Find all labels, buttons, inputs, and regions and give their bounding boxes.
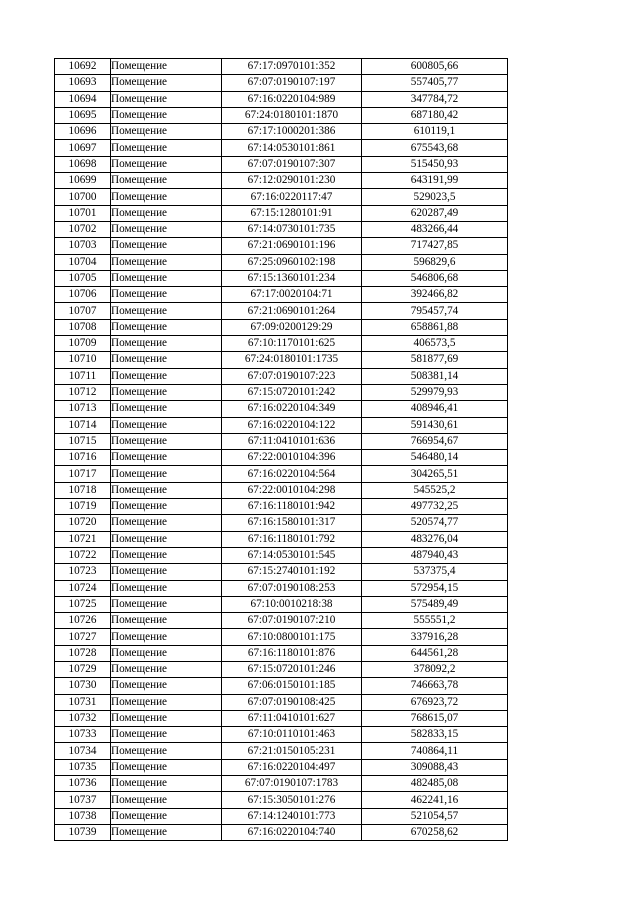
- cadastral-number-cell: 67:07:0190107:223: [222, 368, 362, 384]
- cadastral-value-cell: 497732,25: [362, 499, 508, 515]
- object-type-cell: Помещение: [111, 808, 222, 824]
- cadastral-value-cell: 591430,61: [362, 417, 508, 433]
- table-row: [55, 368, 508, 384]
- table-row: [55, 613, 508, 629]
- object-type-cell: Помещение: [111, 694, 222, 710]
- row-number-cell: 10717: [55, 466, 111, 482]
- row-number-cell: 10716: [55, 450, 111, 466]
- table-row: [55, 75, 508, 91]
- object-type-cell: Помещение: [111, 417, 222, 433]
- object-type-cell: Помещение: [111, 564, 222, 580]
- row-number-cell: 10707: [55, 303, 111, 319]
- table-row: [55, 384, 508, 400]
- cadastral-number-cell: 67:16:0220104:122: [222, 417, 362, 433]
- cadastral-value-cell: 483276,04: [362, 531, 508, 547]
- cadastral-value-cell: 600805,66: [362, 59, 508, 75]
- cadastral-value-cell: 515450,93: [362, 156, 508, 172]
- table-row: [55, 482, 508, 498]
- table-row: [55, 808, 508, 824]
- cadastral-number-cell: 67:16:1180101:792: [222, 531, 362, 547]
- table-row: [55, 596, 508, 612]
- row-number-cell: 10718: [55, 482, 111, 498]
- cadastral-number-cell: 67:10:1170101:625: [222, 336, 362, 352]
- cadastral-number-cell: 67:11:0410101:627: [222, 710, 362, 726]
- table-row: [55, 710, 508, 726]
- table-row: [55, 433, 508, 449]
- cadastral-number-cell: 67:17:1000201:386: [222, 124, 362, 140]
- row-number-cell: 10729: [55, 661, 111, 677]
- object-type-cell: Помещение: [111, 727, 222, 743]
- row-number-cell: 10727: [55, 629, 111, 645]
- row-number-cell: 10730: [55, 678, 111, 694]
- cadastral-number-cell: 67:22:0010104:298: [222, 482, 362, 498]
- cadastral-number-cell: 67:15:0720101:246: [222, 661, 362, 677]
- cadastral-number-cell: 67:09:0200129:29: [222, 319, 362, 335]
- table-row: [55, 140, 508, 156]
- table-row: [55, 564, 508, 580]
- cadastral-value-cell: 304265,51: [362, 466, 508, 482]
- object-type-cell: Помещение: [111, 596, 222, 612]
- row-number-cell: 10721: [55, 531, 111, 547]
- table-row: [55, 336, 508, 352]
- object-type-cell: Помещение: [111, 270, 222, 286]
- object-type-cell: Помещение: [111, 91, 222, 107]
- object-type-cell: Помещение: [111, 368, 222, 384]
- row-number-cell: 10738: [55, 808, 111, 824]
- object-type-cell: Помещение: [111, 661, 222, 677]
- cadastral-value-cell: 740864,11: [362, 743, 508, 759]
- object-type-cell: Помещение: [111, 759, 222, 775]
- cadastral-number-cell: 67:17:0970101:352: [222, 59, 362, 75]
- row-number-cell: 10695: [55, 107, 111, 123]
- object-type-cell: Помещение: [111, 75, 222, 91]
- row-number-cell: 10701: [55, 205, 111, 221]
- cadastral-value-cell: 545525,2: [362, 482, 508, 498]
- cadastral-value-cell: 483266,44: [362, 221, 508, 237]
- cadastral-value-cell: 529023,5: [362, 189, 508, 205]
- cadastral-value-cell: 482485,08: [362, 776, 508, 792]
- object-type-cell: Помещение: [111, 352, 222, 368]
- cadastral-number-cell: 67:21:0690101:264: [222, 303, 362, 319]
- table-row: [55, 319, 508, 335]
- object-type-cell: Помещение: [111, 776, 222, 792]
- row-number-cell: 10723: [55, 564, 111, 580]
- cadastral-value-cell: 529979,93: [362, 384, 508, 400]
- row-number-cell: 10736: [55, 776, 111, 792]
- cadastral-value-cell: 309088,43: [362, 759, 508, 775]
- cadastral-value-cell: 406573,5: [362, 336, 508, 352]
- cadastral-number-cell: 67:16:0220104:349: [222, 401, 362, 417]
- cadastral-value-cell: 676923,72: [362, 694, 508, 710]
- cadastral-value-cell: 746663,78: [362, 678, 508, 694]
- object-type-cell: Помещение: [111, 156, 222, 172]
- cadastral-number-cell: 67:15:0720101:242: [222, 384, 362, 400]
- cadastral-number-cell: 67:14:0530101:861: [222, 140, 362, 156]
- object-type-cell: Помещение: [111, 303, 222, 319]
- table-row: [55, 661, 508, 677]
- cadastral-value-cell: 347784,72: [362, 91, 508, 107]
- row-number-cell: 10702: [55, 221, 111, 237]
- cadastral-value-cell: 521054,57: [362, 808, 508, 824]
- cadastral-number-cell: 67:24:0180101:1870: [222, 107, 362, 123]
- cadastral-number-cell: 67:07:0190107:210: [222, 613, 362, 629]
- row-number-cell: 10722: [55, 547, 111, 563]
- row-number-cell: 10726: [55, 613, 111, 629]
- object-type-cell: Помещение: [111, 336, 222, 352]
- table-row: [55, 450, 508, 466]
- object-type-cell: Помещение: [111, 580, 222, 596]
- cadastral-value-cell: 620287,49: [362, 205, 508, 221]
- table-row: [55, 205, 508, 221]
- object-type-cell: Помещение: [111, 107, 222, 123]
- object-type-cell: Помещение: [111, 319, 222, 335]
- cadastral-value-cell: 766954,67: [362, 433, 508, 449]
- cadastral-number-cell: 67:15:2740101:192: [222, 564, 362, 580]
- table-row: [55, 107, 508, 123]
- table-row: [55, 466, 508, 482]
- cadastral-value-cell: 596829,6: [362, 254, 508, 270]
- table-row: [55, 629, 508, 645]
- cadastral-number-cell: 67:07:0190107:197: [222, 75, 362, 91]
- object-type-cell: Помещение: [111, 140, 222, 156]
- object-type-cell: Помещение: [111, 238, 222, 254]
- cadastral-number-cell: 67:12:0290101:230: [222, 173, 362, 189]
- cadastral-value-cell: 768615,07: [362, 710, 508, 726]
- object-type-cell: Помещение: [111, 254, 222, 270]
- row-number-cell: 10739: [55, 824, 111, 840]
- cadastral-number-cell: 67:14:0730101:735: [222, 221, 362, 237]
- object-type-cell: Помещение: [111, 450, 222, 466]
- cadastral-number-cell: 67:07:0190107:307: [222, 156, 362, 172]
- cadastral-value-cell: 537375,4: [362, 564, 508, 580]
- object-type-cell: Помещение: [111, 59, 222, 75]
- cadastral-number-cell: 67:16:1580101:317: [222, 515, 362, 531]
- object-type-cell: Помещение: [111, 221, 222, 237]
- row-number-cell: 10720: [55, 515, 111, 531]
- cadastral-value-cell: 582833,15: [362, 727, 508, 743]
- cadastral-number-cell: 67:25:0960102:198: [222, 254, 362, 270]
- cadastral-value-cell: 557405,77: [362, 75, 508, 91]
- row-number-cell: 10725: [55, 596, 111, 612]
- object-type-cell: Помещение: [111, 629, 222, 645]
- row-number-cell: 10724: [55, 580, 111, 596]
- row-number-cell: 10696: [55, 124, 111, 140]
- object-type-cell: Помещение: [111, 401, 222, 417]
- cadastral-value-cell: 795457,74: [362, 303, 508, 319]
- row-number-cell: 10737: [55, 792, 111, 808]
- cadastral-value-cell: 610119,1: [362, 124, 508, 140]
- row-number-cell: 10694: [55, 91, 111, 107]
- row-number-cell: 10706: [55, 287, 111, 303]
- object-type-cell: Помещение: [111, 482, 222, 498]
- row-number-cell: 10734: [55, 743, 111, 759]
- table-row: [55, 531, 508, 547]
- cadastral-number-cell: 67:16:0220104:564: [222, 466, 362, 482]
- cadastral-value-cell: 572954,15: [362, 580, 508, 596]
- table-row: [55, 743, 508, 759]
- table-row: [55, 645, 508, 661]
- row-number-cell: 10713: [55, 401, 111, 417]
- object-type-cell: Помещение: [111, 710, 222, 726]
- cadastral-value-cell: 520574,77: [362, 515, 508, 531]
- object-type-cell: Помещение: [111, 205, 222, 221]
- row-number-cell: 10699: [55, 173, 111, 189]
- table-row: [55, 547, 508, 563]
- object-type-cell: Помещение: [111, 124, 222, 140]
- table-row: [55, 792, 508, 808]
- cadastral-number-cell: 67:16:0220104:989: [222, 91, 362, 107]
- row-number-cell: 10714: [55, 417, 111, 433]
- row-number-cell: 10698: [55, 156, 111, 172]
- cadastral-number-cell: 67:21:0150105:231: [222, 743, 362, 759]
- row-number-cell: 10715: [55, 433, 111, 449]
- cadastral-number-cell: 67:24:0180101:1735: [222, 352, 362, 368]
- cadastral-number-cell: 67:10:0110101:463: [222, 727, 362, 743]
- row-number-cell: 10705: [55, 270, 111, 286]
- table-row: [55, 678, 508, 694]
- row-number-cell: 10712: [55, 384, 111, 400]
- cadastral-value-table: [54, 58, 508, 841]
- row-number-cell: 10697: [55, 140, 111, 156]
- table-row: [55, 824, 508, 840]
- table-row: [55, 59, 508, 75]
- object-type-cell: Помещение: [111, 613, 222, 629]
- cadastral-number-cell: 67:10:0800101:175: [222, 629, 362, 645]
- table-row: [55, 352, 508, 368]
- table-row: [55, 173, 508, 189]
- table-row: [55, 515, 508, 531]
- row-number-cell: 10711: [55, 368, 111, 384]
- table-row: [55, 189, 508, 205]
- cadastral-number-cell: 67:15:3050101:276: [222, 792, 362, 808]
- cadastral-number-cell: 67:22:0010104:396: [222, 450, 362, 466]
- cadastral-value-cell: 644561,28: [362, 645, 508, 661]
- cadastral-number-cell: 67:14:0530101:545: [222, 547, 362, 563]
- row-number-cell: 10704: [55, 254, 111, 270]
- table-row: [55, 91, 508, 107]
- table-row: [55, 417, 508, 433]
- row-number-cell: 10693: [55, 75, 111, 91]
- table-row: [55, 238, 508, 254]
- cadastral-number-cell: 67:14:1240101:773: [222, 808, 362, 824]
- row-number-cell: 10700: [55, 189, 111, 205]
- row-number-cell: 10732: [55, 710, 111, 726]
- table-row: [55, 694, 508, 710]
- cadastral-value-cell: 575489,49: [362, 596, 508, 612]
- table-row: [55, 303, 508, 319]
- cadastral-value-cell: 555551,2: [362, 613, 508, 629]
- object-type-cell: Помещение: [111, 466, 222, 482]
- row-number-cell: 10703: [55, 238, 111, 254]
- row-number-cell: 10692: [55, 59, 111, 75]
- object-type-cell: Помещение: [111, 173, 222, 189]
- table-row: [55, 287, 508, 303]
- table-row: [55, 499, 508, 515]
- table-row: [55, 580, 508, 596]
- table-row: [55, 776, 508, 792]
- row-number-cell: 10731: [55, 694, 111, 710]
- cadastral-number-cell: 67:16:0220117:47: [222, 189, 362, 205]
- cadastral-number-cell: 67:07:0190108:425: [222, 694, 362, 710]
- cadastral-number-cell: 67:15:1360101:234: [222, 270, 362, 286]
- table-row: [55, 221, 508, 237]
- table-row: [55, 727, 508, 743]
- cadastral-value-cell: 408946,41: [362, 401, 508, 417]
- row-number-cell: 10709: [55, 336, 111, 352]
- object-type-cell: Помещение: [111, 645, 222, 661]
- cadastral-value-cell: 337916,28: [362, 629, 508, 645]
- cadastral-value-cell: 378092,2: [362, 661, 508, 677]
- cadastral-number-cell: 67:06:0150101:185: [222, 678, 362, 694]
- cadastral-value-cell: 670258,62: [362, 824, 508, 840]
- cadastral-number-cell: 67:16:0220104:740: [222, 824, 362, 840]
- cadastral-value-cell: 546480,14: [362, 450, 508, 466]
- cadastral-number-cell: 67:21:0690101:196: [222, 238, 362, 254]
- cadastral-value-cell: 392466,82: [362, 287, 508, 303]
- object-type-cell: Помещение: [111, 433, 222, 449]
- object-type-cell: Помещение: [111, 287, 222, 303]
- cadastral-value-cell: 508381,14: [362, 368, 508, 384]
- cadastral-number-cell: 67:16:1180101:942: [222, 499, 362, 515]
- cadastral-number-cell: 67:07:0190107:1783: [222, 776, 362, 792]
- cadastral-value-cell: 546806,68: [362, 270, 508, 286]
- table-body: [55, 59, 508, 841]
- row-number-cell: 10710: [55, 352, 111, 368]
- table-row: [55, 156, 508, 172]
- cadastral-value-cell: 658861,88: [362, 319, 508, 335]
- object-type-cell: Помещение: [111, 499, 222, 515]
- cadastral-value-cell: 581877,69: [362, 352, 508, 368]
- row-number-cell: 10719: [55, 499, 111, 515]
- cadastral-number-cell: 67:17:0020104:71: [222, 287, 362, 303]
- cadastral-value-cell: 675543,68: [362, 140, 508, 156]
- object-type-cell: Помещение: [111, 189, 222, 205]
- object-type-cell: Помещение: [111, 743, 222, 759]
- table-row: [55, 401, 508, 417]
- cadastral-number-cell: 67:16:0220104:497: [222, 759, 362, 775]
- cadastral-number-cell: 67:10:0010218:38: [222, 596, 362, 612]
- row-number-cell: 10728: [55, 645, 111, 661]
- object-type-cell: Помещение: [111, 678, 222, 694]
- object-type-cell: Помещение: [111, 547, 222, 563]
- cadastral-number-cell: 67:07:0190108:253: [222, 580, 362, 596]
- object-type-cell: Помещение: [111, 515, 222, 531]
- table-row: [55, 254, 508, 270]
- table-row: [55, 124, 508, 140]
- object-type-cell: Помещение: [111, 531, 222, 547]
- cadastral-value-cell: 717427,85: [362, 238, 508, 254]
- row-number-cell: 10733: [55, 727, 111, 743]
- cadastral-value-cell: 643191,99: [362, 173, 508, 189]
- cadastral-value-cell: 687180,42: [362, 107, 508, 123]
- cadastral-value-cell: 462241,16: [362, 792, 508, 808]
- cadastral-number-cell: 67:15:1280101:91: [222, 205, 362, 221]
- object-type-cell: Помещение: [111, 384, 222, 400]
- row-number-cell: 10708: [55, 319, 111, 335]
- object-type-cell: Помещение: [111, 792, 222, 808]
- cadastral-number-cell: 67:16:1180101:876: [222, 645, 362, 661]
- cadastral-number-cell: 67:11:0410101:636: [222, 433, 362, 449]
- table-row: [55, 759, 508, 775]
- table-row: [55, 270, 508, 286]
- row-number-cell: 10735: [55, 759, 111, 775]
- cadastral-value-cell: 487940,43: [362, 547, 508, 563]
- object-type-cell: Помещение: [111, 824, 222, 840]
